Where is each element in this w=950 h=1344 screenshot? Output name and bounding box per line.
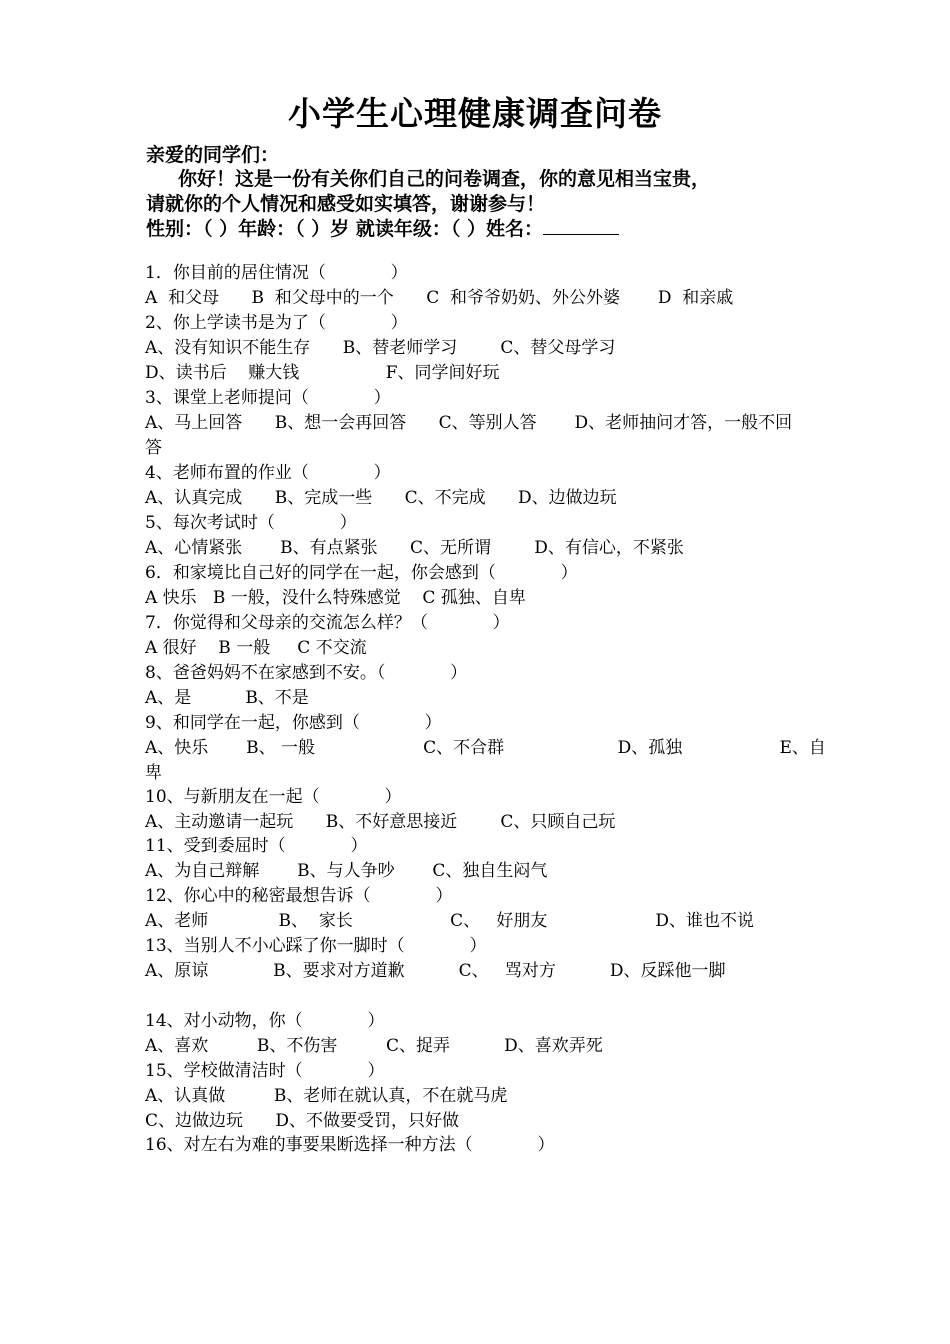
answer-options: A、老师 B、 家长 C、 好朋友 D、谁也不说 <box>145 911 755 931</box>
answer-options: A 快乐 B 一般，没什么特殊感觉 C 孤独、自卑 <box>145 588 526 608</box>
answer-options: A、喜欢 B、不伤害 C、捉弄 D、喜欢弄死 <box>145 1036 603 1056</box>
question-text: 4、老师布置的作业（ ） <box>145 463 391 483</box>
answer-options: A、为自己辩解 B、与人争吵 C、独自生闷气 <box>145 861 548 881</box>
intro-line-1: 你好！这是一份有关你们自己的问卷调查，你的意见相当宝贵， <box>178 168 711 190</box>
question-text: 2、你上学读书是为了（ ） <box>145 313 408 333</box>
answer-options: A、是 B、不是 <box>145 688 309 708</box>
answer-options: A、主动邀请一起玩 B、不好意思接近 C、只顾自己玩 <box>145 812 616 832</box>
answer-options: A、没有知识不能生存 B、替老师学习 C、替父母学习 <box>145 338 616 358</box>
question-text: 7．你觉得和父母亲的交流怎么样？（ ） <box>145 613 510 633</box>
answer-options: C、边做边玩 D、不做要受罚，只好做 <box>145 1111 460 1131</box>
answer-options: A、原谅 B、要求对方道歉 C、 骂对方 D、反踩他一脚 <box>145 961 726 981</box>
answer-options: A、马上回答 B、想一会再回答 C、等别人答 D、老师抽问才答，一般不回 <box>145 413 793 433</box>
question-text: 9、和同学在一起，你感到（ ） <box>145 713 442 733</box>
answer-options: A 和父母 B 和父母中的一个 C 和爷爷奶奶、外公外婆 D 和亲戚 <box>145 288 734 308</box>
question-text: 11、受到委屈时（ ） <box>145 836 368 856</box>
question-text: 10、与新朋友在一起（ ） <box>145 787 402 807</box>
question-text: 13、当别人不小心踩了你一脚时（ ） <box>145 936 487 956</box>
answer-options: A、认真完成 B、完成一些 C、不完成 D、边做边玩 <box>145 488 617 508</box>
answer-options: A 很好 B 一般 C 不交流 <box>145 638 367 658</box>
question-text: 16、对左右为难的事要果断选择一种方法（ ） <box>145 1135 555 1155</box>
question-text: 15、学校做清洁时（ ） <box>145 1061 385 1081</box>
answer-options: A、心情紧张 B、有点紧张 C、无所谓 D、有信心，不紧张 <box>145 538 684 558</box>
intro-line-2: 请就你的个人情况和感受如实填答，谢谢参与！ <box>146 193 546 215</box>
answer-options: A、认真做 B、老师在就认真，不在就马虎 <box>145 1086 508 1106</box>
answer-options: 答 <box>145 438 162 458</box>
question-text: 14、对小动物，你（ ） <box>145 1011 385 1031</box>
name-blank[interactable] <box>543 216 619 235</box>
info-line <box>146 214 619 241</box>
answer-options: 卑 <box>145 763 162 783</box>
question-text: 8、爸爸妈妈不在家感到不安。（ ） <box>145 663 468 683</box>
question-text: 3、课堂上老师提问（ ） <box>145 388 391 408</box>
answer-options: A、快乐 B、 一般 C、不合群 D、孤独 E、自 <box>145 738 826 758</box>
info-fields: 性别：（ ）年龄：（ ）岁 就读年级：（ ）姓名： <box>146 218 543 240</box>
answer-options: D、读书后 赚大钱 F、同学间好玩 <box>145 363 500 383</box>
question-text: 12、你心中的秘密最想告诉（ ） <box>145 886 453 906</box>
question-text: 1．你目前的居住情况（ ） <box>145 263 408 283</box>
page-title: 小学生心理健康调查问卷 <box>288 94 662 133</box>
question-text: 5、每次考试时（ ） <box>145 513 357 533</box>
question-text: 6．和家境比自己好的同学在一起，你会感到（ ） <box>145 563 578 583</box>
greeting: 亲爱的同学们： <box>146 144 280 166</box>
